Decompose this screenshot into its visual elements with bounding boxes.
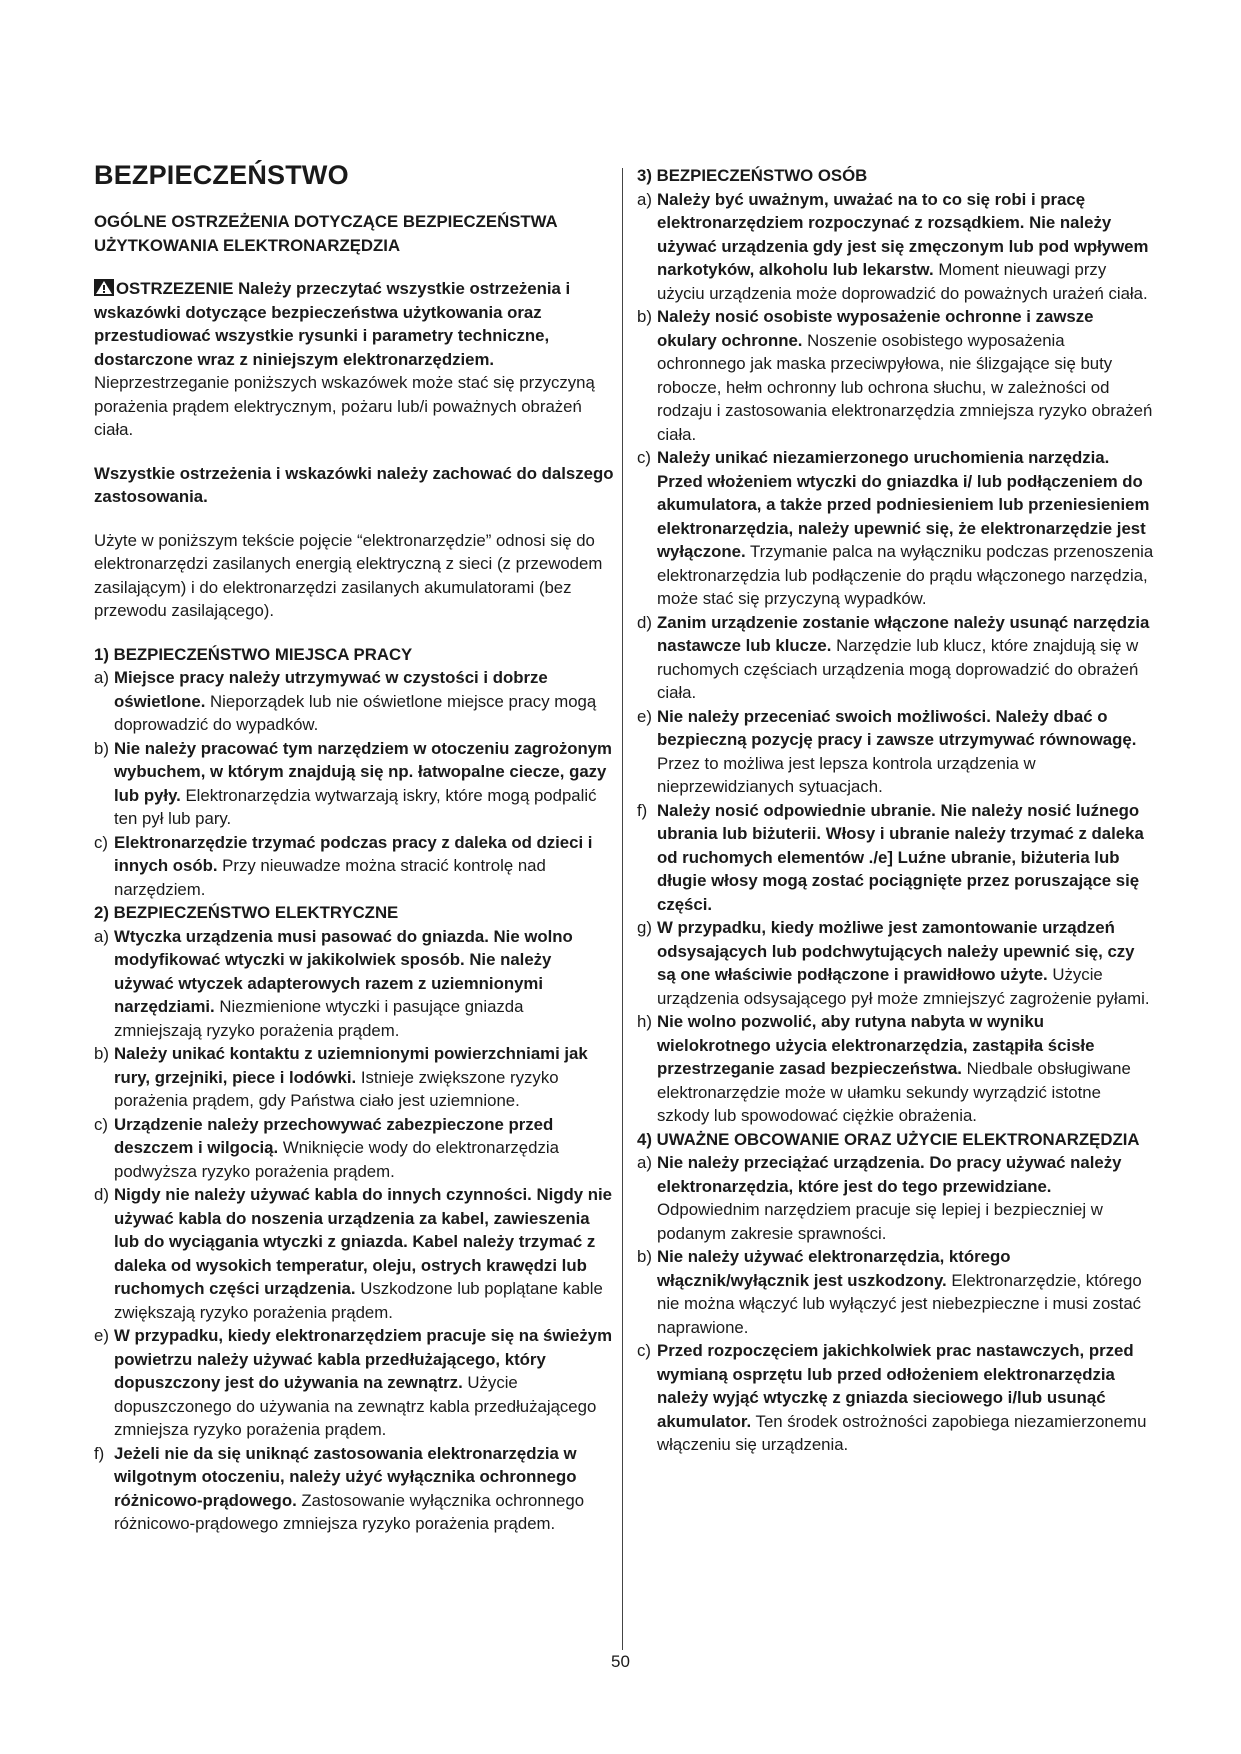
section-3-heading: 3) BEZPIECZEŃSTWO OSÓB	[637, 166, 868, 185]
list-item: b) Należy nosić osobiste wyposażenie ochronne i zawsze okulary ochronne. Noszenie osobistego wyposażenia ochronnego jak maska przeciwpyłowa, nie ślizgające się buty robocze, hełm ochronny lub ochrona słuchu, w zależności od rodzaju i zastosowania elektronarzędzia zmniejsza ryzyko obrażeń ciała.	[637, 307, 1153, 444]
section-4-list	[637, 1151, 1157, 1457]
warning-paragraph	[94, 277, 614, 442]
warning-triangle-icon	[94, 279, 114, 296]
section-1-list	[94, 666, 614, 901]
list-item: b) Nie należy pracować tym narzędziem w otoczeniu zagrożonym wybuchem, w którym znajdują się np. łatwopalne ciecze, gazy lub pyły. Elektronarzędzia wytwarzają iskry, które mogą podpalić ten pył lub pary.	[94, 738, 612, 828]
page-number: 50	[611, 1652, 630, 1671]
list-item: a) Nie należy przeciążać urządzenia. Do pracy używać należy elektronarzędzia, które jest do tego przewidziane. Odpowiednim narzędziem pracuje się lepiej i bezpieczniej w podanym zakresie sprawności.	[637, 1153, 1122, 1243]
list-item: f) Należy nosić odpowiednie ubranie. Nie należy nosić luźnego ubrania lub biżuterii. Włosy i ubranie należy trzymać z daleka od ruchomych elementów ./e] Luźne ubranie, biżuteria lub długie włosy mogą zostać pociągnięte przez poruszające się części.	[637, 800, 1144, 914]
warning-normal-text: Nieprzestrzeganie poniższych wskazówek może stać się przyczyną porażenia prądem elektrycznym, pożaru lub/i poważnych obrażeń ciała.	[94, 373, 595, 439]
section-2-list	[94, 925, 614, 1536]
page-title: BEZPIECZEŃSTWO	[94, 160, 349, 190]
list-item: f) Jeżeli nie da się uniknąć zastosowania elektronarzędzia w wilgotnym otoczeniu, należy użyć wyłącznika ochronnego różnicowo-prądowego. Zastosowanie wyłącznika ochronnego różnicowo-prądowego zmniejsza ryzyko porażenia prądem.	[94, 1443, 585, 1533]
keep-instructions-note: Wszystkie ostrzeżenia i wskazówki należy zachować do dalszego zastosowania.	[94, 463, 614, 506]
list-item: a) Należy być uważnym, uważać na to co się robi i pracę elektronarzędziem rozpoczynać z rozsądkiem. Nie należy używać urządzenia gdy jest się zmęczonym lub pod wpływem narkotyków, alkoholu lub lekarstw. Moment nieuwagi przy użyciu urządzenia może doprowadzić do poważnych urażeń ciała.	[637, 189, 1149, 303]
column-divider	[622, 168, 623, 1650]
list-item: c) Urządzenie należy przechowywać zabezpieczone przed deszczem i wilgocią. Wniknięcie wody do elektronarzędzia podwyższa ryzyko porażenia prądem.	[94, 1114, 559, 1181]
list-item: d) Nigdy nie należy używać kabla do innych czynności. Nigdy nie używać kabla do noszenia urządzenia za kabel, zawieszenia lub do wyciągania wtyczki z gniazda. Kabel należy trzymać z daleka od wysokich temperatur, oleju, ostrych krawędzi lub ruchomych części urządzenia. Uszkodzone lub poplątane kable zwiększają ryzyko porażenia prądem.	[94, 1185, 612, 1322]
list-item: g) W przypadku, kiedy możliwe jest zamontowanie urządzeń odsysających lub podchwytujących należy upewnić się, czy są one właściwie podłączone i prawidłowo użyte. Użycie urządzenia odsysającego pył może zmniejszyć zagrożenie pyłami.	[637, 918, 1150, 1008]
section-2-heading: 2) BEZPIECZEŃSTWO ELEKTRYCZNE	[94, 903, 399, 922]
list-item: e) Nie należy przeceniać swoich możliwości. Należy dbać o bezpieczną pozycję pracy i zawsze utrzymywać równowagę. Przez to możliwa jest lepsza kontrola urządzenia w nieprzewidzianych sytuacjach.	[637, 706, 1137, 796]
section-1-heading: 1) BEZPIECZEŃSTWO MIEJSCA PRACY	[94, 644, 413, 664]
definition-paragraph: Użyte w poniższym tekście pojęcie “elektronarzędzie” odnosi się do elektronarzędzi zasilanych energią elektryczną z sieci (z przewodem zasilającym) i do elektronarzędzi zasilanych akumulatorami (bez przewodu zasilającego).	[94, 530, 603, 620]
list-item: d) Zanim urządzenie zostanie włączone należy usunąć narzędzia nastawcze lub klucze. Narzędzie lub klucz, które znajdują się w ruchomych częściach urządzenia mogą doprowadzić do obrażeń ciała.	[637, 612, 1150, 702]
list-item: b) Należy unikać kontaktu z uziemnionymi powierzchniami jak rury, grzejniki, piece i lodówki. Istnieje zwiększone ryzyko porażenia prądem, gdy Państwa ciało jest uziemnione.	[94, 1044, 588, 1110]
list-item: a) Wtyczka urządzenia musi pasować do gniazda. Nie wolno modyfikować wtyczki w jakikolwiek sposób. Nie należy używać wtyczek adapterowych razem z uziemnionymi narzędziami. Niezmienione wtyczki i pasujące gniazda zmniejszają ryzyko porażenia prądem.	[94, 926, 573, 1040]
general-warnings-subheading: OGÓLNE OSTRZEŻENIA DOTYCZĄCE BEZPIECZEŃSTWA UŻYTKOWANIA ELEKTRONARZĘDZIA	[94, 212, 558, 255]
list-item: c) Elektronarzędzie trzymać podczas pracy z daleka od dzieci i innych osób. Przy nieuwadze można stracić kontrolę nad narzędziem.	[94, 832, 593, 899]
list-item: c) Przed rozpoczęciem jakichkolwiek prac nastawczych, przed wymianą osprzętu lub przed odłożeniem elektronarzędzia należy wyjąć wtyczkę z gniazda sieciowego i/lub usunąć akumulator. Ten środek ostrożności zapobiega niezamierzonemu włączeniu się urządzenia.	[637, 1341, 1147, 1454]
section-4-heading: 4) UWAŻNE OBCOWANIE ORAZ UŻYCIE ELEKTRONARZĘDZIA	[637, 1129, 1140, 1149]
right-column	[637, 164, 1157, 1457]
list-item: c) Należy unikać niezamierzonego uruchomienia narzędzia. Przed włożeniem wtyczki do gniazdka i/ lub podłączeniem do akumulatora, a także przed podniesieniem lub przeniesieniem elektronarzędzia, należy upewnić się, że elektronarzędzie jest wyłączone. Trzymanie palca na wyłączniku podczas przenoszenia elektronarzędzia lub podłączenie do prądu włączonego narzędzia, może stać się przyczyną wypadków.	[637, 448, 1154, 608]
list-item: b) Nie należy używać elektronarzędzia, którego włącznik/wyłącznik jest uszkodzony. Elektronarzędzie, którego nie można włączyć lub wyłączyć jest niebezpieczne i musi zostać naprawione.	[637, 1247, 1142, 1337]
warning-bold-text: Należy przeczytać wszystkie ostrzeżenia i wskazówki dotyczące bezpieczeństwa użytkowania oraz przestudiować wszystkie rysunki i parametry techniczne, dostarczone wraz z niniejszym elektronarzędziem.	[94, 279, 571, 369]
list-item: h) Nie wolno pozwolić, aby rutyna nabyta w wyniku wielokrotnego użycia elektronarzędzia, zastąpiła ścisłe przestrzeganie zasad bezpieczeństwa. Niedbale obsługiwane elektronarzędzie może w ułamku sekundy wyrządzić istotne szkody lub spowodować ciężkie obrażenia.	[637, 1012, 1131, 1125]
list-item: a) Miejsce pracy należy utrzymywać w czystości i dobrze oświetlone. Nieporządek lub nie oświetlone miejsce pracy mogą doprowadzić do wypadków.	[94, 668, 597, 734]
warning-label: OSTRZEZENIE	[116, 279, 234, 298]
section-3-list	[637, 188, 1157, 1128]
list-item: e) W przypadku, kiedy elektronarzędziem pracuje się na świeżym powietrzu należy używać kabla przedłużającego, który dopuszczony jest do używania na zewnątrz. Użycie dopuszczonego do używania na zewnątrz kabla przedłużającego zmniejsza ryzyko porażenia prądem.	[94, 1326, 613, 1439]
left-column	[94, 210, 614, 1536]
